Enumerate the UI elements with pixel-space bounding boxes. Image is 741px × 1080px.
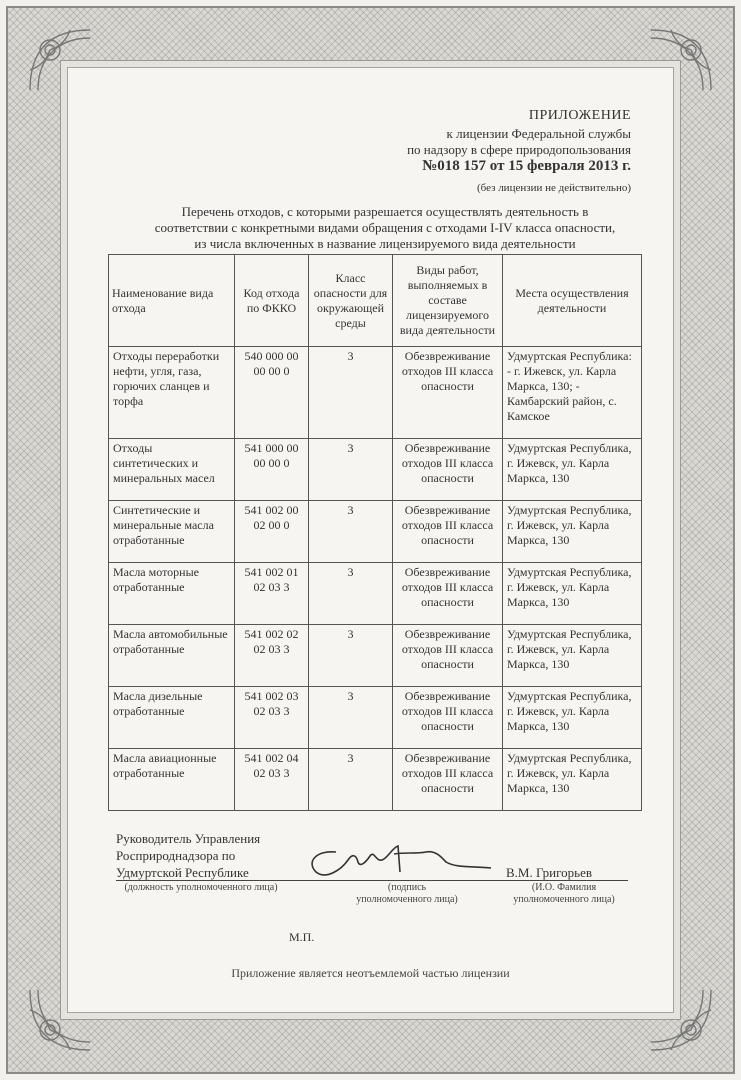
table-row: [109, 687, 642, 749]
cell-class: 3: [309, 347, 393, 439]
cell-name: Масла моторные отработанные: [109, 563, 235, 625]
cell-place: Удмуртская Республика, г. Ижевск, ул. Карла Маркса, 130: [503, 563, 642, 625]
appendix-subtitle-2: по надзору в сфере природопользования: [407, 142, 631, 157]
cell-class: 3: [309, 439, 393, 501]
seal-placeholder: М.П.: [289, 930, 315, 944]
table-row: [109, 563, 642, 625]
waste-table: [108, 254, 642, 811]
name-caption: (И.О. Фамилия уполномоченного лица): [513, 882, 615, 905]
cell-class: 3: [309, 501, 393, 563]
signer-position-line-1: Руководитель Управления: [116, 831, 261, 846]
cell-work: Обезвреживание отходов III класса опасности: [393, 687, 503, 749]
col-header-name: Наименование вида отхода: [109, 255, 235, 347]
cell-place: Удмуртская Республика: - г. Ижевск, ул. Карла Маркса, 130; - Камбарский район, с. Камское: [503, 347, 642, 439]
position-caption: (должность уполномоченного лица): [124, 882, 278, 893]
ornament-bottom-left-icon: [20, 980, 100, 1060]
table-header-row: [109, 255, 642, 347]
col-header-work: Виды работ, выполняемых в составе лицензируемого вида деятельности: [393, 255, 503, 347]
cell-place: Удмуртская Республика, г. Ижевск, ул. Карла Маркса, 130: [503, 625, 642, 687]
cell-place: Удмуртская Республика, г. Ижевск, ул. Карла Маркса, 130: [503, 439, 642, 501]
intro-line-1: Перечень отходов, с которыми разрешается осуществлять деятельность в: [181, 204, 589, 219]
footer-note: Приложение является неотъемлемой частью лицензии: [231, 966, 510, 980]
cell-place: Удмуртская Республика, г. Ижевск, ул. Карла Маркса, 130: [503, 687, 642, 749]
signer-position-line-3: Удмуртской Республике: [116, 865, 249, 880]
cell-class: 3: [309, 625, 393, 687]
validity-note: (без лицензии не действительно): [476, 182, 631, 194]
table-row: [109, 347, 642, 439]
handwritten-signature: [296, 832, 496, 882]
cell-work: Обезвреживание отходов III класса опасности: [393, 563, 503, 625]
cell-work: Обезвреживание отходов III класса опасности: [393, 625, 503, 687]
cell-code: 541 002 01 02 03 3: [235, 563, 309, 625]
appendix-subtitle-1: к лицензии Федеральной службы: [446, 126, 631, 141]
cell-code: 541 002 04 02 03 3: [235, 749, 309, 811]
table-row: [109, 749, 642, 811]
signer-position: [116, 830, 260, 881]
cell-name: Масла авиационные отработанные: [109, 749, 235, 811]
cell-name: Отходы переработки нефти, угля, газа, горючих сланцев и торфа: [109, 347, 235, 439]
license-number: №018 157 от 15 февраля 2013 г.: [422, 158, 631, 174]
cell-code: 540 000 00 00 00 0: [235, 347, 309, 439]
cell-name: Масла автомобильные отработанные: [109, 625, 235, 687]
ornament-top-left-icon: [20, 20, 100, 100]
signer-position-line-2: Росприроднадзора по: [116, 848, 236, 863]
cell-name: Отходы синтетических и минеральных масел: [109, 439, 235, 501]
cell-code: 541 002 03 02 03 3: [235, 687, 309, 749]
cell-place: Удмуртская Республика, г. Ижевск, ул. Карла Маркса, 130: [503, 749, 642, 811]
ornament-bottom-right-icon: [641, 980, 721, 1060]
intro-line-3: из числа включенных в название лицензируемого вида деятельности: [194, 236, 576, 251]
cell-work: Обезвреживание отходов III класса опасности: [393, 749, 503, 811]
ornament-top-right-icon: [641, 20, 721, 100]
cell-code: 541 000 00 00 00 0: [235, 439, 309, 501]
cell-work: Обезвреживание отходов III класса опасности: [393, 501, 503, 563]
appendix-title: ПРИЛОЖЕНИЕ: [528, 108, 631, 123]
cell-class: 3: [309, 563, 393, 625]
cell-work: Обезвреживание отходов III класса опасности: [393, 347, 503, 439]
intro-text: [130, 204, 640, 252]
cell-code: 541 002 00 02 00 0: [235, 501, 309, 563]
cell-name: Синтетические и минеральные масла отработанные: [109, 501, 235, 563]
col-header-class: Класс опасности для окружающей среды: [309, 255, 393, 347]
cell-class: 3: [309, 687, 393, 749]
cell-code: 541 002 02 02 03 3: [235, 625, 309, 687]
col-header-place: Места осуществления деятельности: [503, 255, 642, 347]
table-row: [109, 439, 642, 501]
col-header-code: Код отхода по ФККО: [235, 255, 309, 347]
table-row: [109, 625, 642, 687]
cell-class: 3: [309, 749, 393, 811]
intro-line-2: соответствии с конкретными видами обращения с отходами I-IV класса опасности,: [154, 220, 616, 235]
cell-name: Масла дизельные отработанные: [109, 687, 235, 749]
cell-place: Удмуртская Республика, г. Ижевск, ул. Карла Маркса, 130: [503, 501, 642, 563]
signature-caption: (подпись уполномоченного лица): [356, 882, 458, 905]
signer-name: В.М. Григорьев: [506, 865, 592, 880]
cell-work: Обезвреживание отходов III класса опасности: [393, 439, 503, 501]
table-row: [109, 501, 642, 563]
